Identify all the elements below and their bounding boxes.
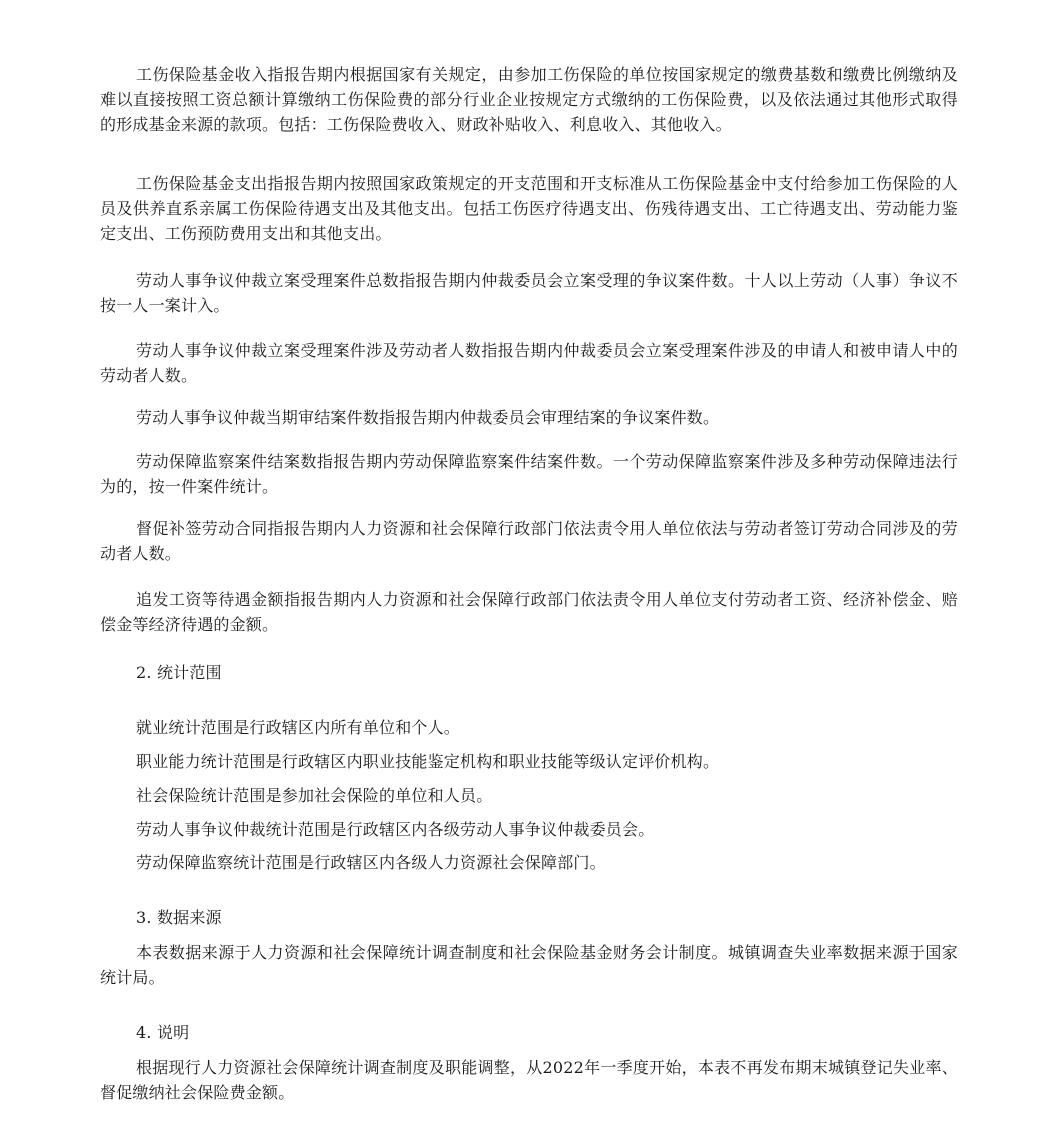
- scope-item-arbitration: 劳动人事争议仲裁统计范围是行政辖区内各级劳动人事争议仲裁委员会。: [136, 820, 655, 839]
- scope-item-social-insurance: 社会保险统计范围是参加社会保险的单位和人员。: [136, 786, 493, 805]
- paragraph-injury-fund-income: 工伤保险基金收入指报告期内根据国家有关规定，由参加工伤保险的单位按国家规定的缴费基数和缴费比例缴纳及难以直接按照工资总额计算缴纳工伤保险费的部分行业企业按规定方式缴纳的工伤保险费，以及依法通过其他形式取得的形成基金来源的款项。包括：工伤保险费收入、财政补贴收入、利息收入、其他收入。: [100, 65, 958, 134]
- scope-item-vocational: 职业能力统计范围是行政辖区内职业技能鉴定机构和职业技能等级认定评价机构。: [136, 752, 720, 771]
- paragraph-arbitration-cases-total: 劳动人事争议仲裁立案受理案件总数指报告期内仲裁委员会立案受理的争议案件数。十人以上劳动（人事）争议不按一人一案计入。: [100, 271, 958, 315]
- paragraph-injury-fund-expense: 工伤保险基金支出指报告期内按照国家政策规定的开支范围和开支标准从工伤保险基金中支付给参加工伤保险的人员及供养直系亲属工伤保险待遇支出及其他支出。包括工伤医疗待遇支出、伤残待遇支出、工亡待遇支出、劳动能力鉴定支出、工伤预防费用支出和其他支出。: [100, 174, 958, 243]
- section-heading-scope: 2. 统计范围: [136, 663, 222, 682]
- paragraph-supervision-closed: 劳动保障监察案件结案数指报告期内劳动保障监察案件结案件数。一个劳动保障监察案件涉及多种劳动保障违法行为的，按一件案件统计。: [100, 452, 958, 496]
- paragraph-data-source: 本表数据来源于人力资源和社会保障统计调查制度和社会保险基金财务会计制度。城镇调查失业率数据来源于国家统计局。: [100, 943, 958, 987]
- scope-item-employment: 就业统计范围是行政辖区内所有单位和个人。: [136, 718, 461, 737]
- paragraph-notes: 根据现行人力资源社会保障统计调查制度及职能调整，从2022年一季度开始，本表不再发布期末城镇登记失业率、督促缴纳社会保险费金额。: [100, 1058, 958, 1102]
- section-heading-data-source: 3. 数据来源: [136, 908, 222, 927]
- paragraph-arbitration-closed: 劳动人事争议仲裁当期审结案件数指报告期内仲裁委员会审理结案的争议案件数。: [136, 408, 720, 427]
- paragraph-arbitration-workers: 劳动人事争议仲裁立案受理案件涉及劳动者人数指报告期内仲裁委员会立案受理案件涉及的申请人和被申请人中的劳动者人数。: [100, 341, 958, 385]
- paragraph-labor-contract: 督促补签劳动合同指报告期内人力资源和社会保障行政部门依法责令用人单位依法与劳动者签订劳动合同涉及的劳动者人数。: [100, 519, 958, 563]
- section-heading-notes: 4. 说明: [136, 1023, 190, 1042]
- scope-item-supervision: 劳动保障监察统计范围是行政辖区内各级人力资源社会保障部门。: [136, 853, 606, 872]
- paragraph-wage-recovery: 追发工资等待遇金额指报告期内人力资源和社会保障行政部门依法责令用人单位支付劳动者工资、经济补偿金、赔偿金等经济待遇的金额。: [100, 590, 958, 634]
